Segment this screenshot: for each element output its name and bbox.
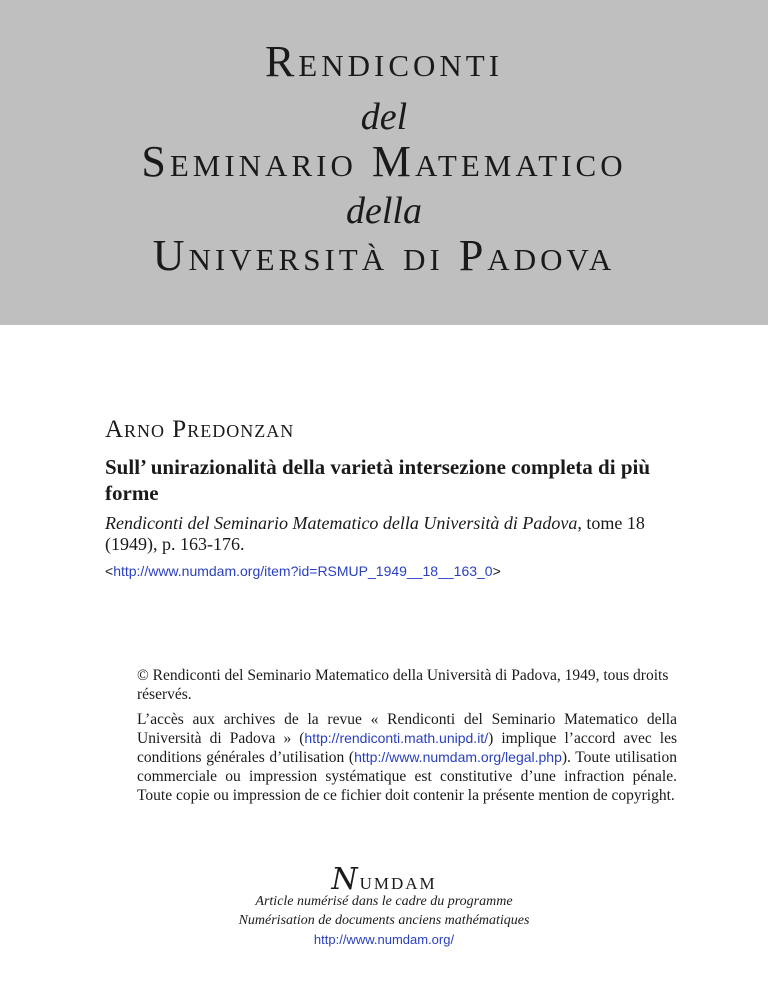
numdam-logo-initial: N [331,862,360,897]
journal-title-line5: Università di Padova [152,231,616,280]
article-url-link[interactable]: http://www.numdam.org/item?id=RSMUP_1949__18__163_0 [113,563,493,579]
article-title: Sull’ unirazionalità della varietà intersezione completa di più forme [105,455,651,505]
citation-journal: Rendiconti del Seminario Matematico della Università di Padova [105,513,578,533]
footer-line1: Article numérisé dans le cadre du programme [255,894,513,909]
numdam-logo-rest: umdam [359,869,437,895]
numdam-home-link[interactable]: http://www.numdam.org/ [313,932,455,947]
citation-volume-pages: tome 18 (1949), p. 163-176. [105,513,645,554]
terms-text-1: L’accès aux archives de la revue « Rendiconti del Seminario Matematico della Università di Padova » ( [137,711,677,747]
footer-line2: Numérisation de documents anciens mathématiques [238,913,530,928]
article-author: Arno Predonzan [105,416,295,443]
numdam-footer [0,892,768,950]
article-citation: Rendiconti del Seminario Matematico della Università di Padova, tome 18 (1949), p. 163-176. [105,513,645,554]
terms-text-3: ). Toute utilisation commerciale ou impression systématique est constitutive d’une infraction pénale. Toute copie ou impression de ce fichier doit contenir la présente mention de copyright. [137,749,677,804]
article-url-line: <http://www.numdam.org/item?id=RSMUP_1949__18__163_0> [105,563,501,579]
legal-link[interactable]: http://www.numdam.org/legal.php [354,749,562,765]
journal-title-line2: del [360,96,408,138]
terms-text-2: ) implique l’accord avec les conditions générales d’utilisation ( [137,730,677,766]
terms-of-use [137,710,677,805]
journal-header [0,0,768,325]
copyright-notice: © Rendiconti del Seminario Matematico della Università di Padova, 1949, tous droits réservés. [137,667,669,703]
journal-title-line1: Rendiconti [264,37,504,86]
journal-title-line3: Seminario Matematico [141,137,627,186]
journal-title-line4: della [346,190,422,232]
rendiconti-link[interactable]: http://rendiconti.math.unipd.it/ [304,730,489,746]
